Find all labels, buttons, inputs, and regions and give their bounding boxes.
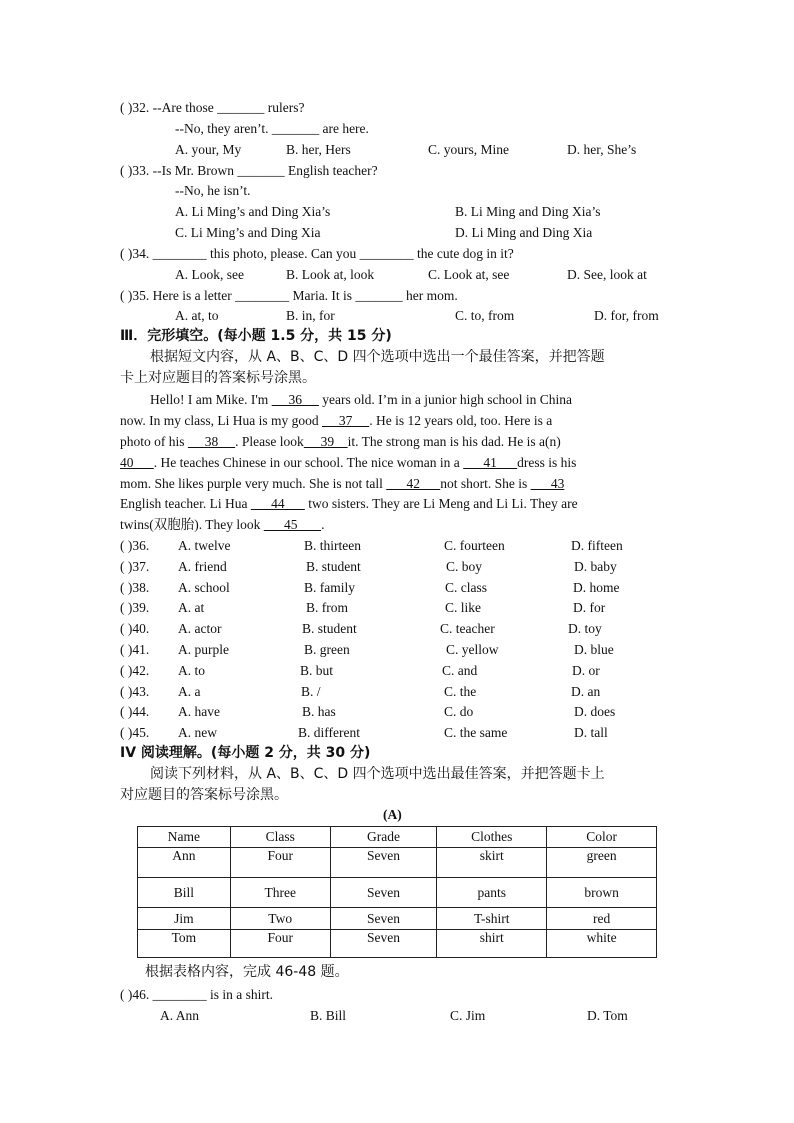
blank-41: 41 (463, 455, 518, 470)
cloze-option-a: A. twelve (178, 538, 231, 553)
table-header-row (138, 827, 657, 848)
section-4-instruction: 阅读下列材料，从 A、B、C、D 四个选项中选出最佳答案，并把答题卡上 (150, 766, 605, 782)
cloze-option-d: D. or (572, 663, 600, 678)
table-row (138, 930, 657, 958)
cloze-item: ( )44. (120, 704, 150, 719)
cloze-option-b: B. / (301, 684, 321, 699)
info-table (137, 826, 657, 958)
cloze-option-d: D. for (573, 600, 606, 615)
q46-option-a: A. Ann (160, 1008, 200, 1023)
blank-38: 38 (187, 434, 236, 449)
cloze-option-a: A. actor (178, 621, 222, 636)
table-cell: pants (437, 878, 547, 908)
table-row (138, 848, 657, 878)
table-cell: Ann (138, 848, 231, 878)
table-cell: Four (230, 848, 330, 878)
passage-line-6: English teacher. Li Hua 44 two sisters. They are Li Meng and Li Li. They are (120, 496, 578, 511)
section-3-instruction: 根据短文内容，从 A、B、C、D 四个选项中选出一个最佳答案，并把答题 (150, 349, 605, 365)
table-cell: Jim (138, 908, 231, 930)
table-cell: shirt (437, 930, 547, 958)
cloze-option-d: D. fifteen (571, 538, 623, 553)
cloze-option-d: D. home (573, 580, 620, 595)
table-cell: Tom (138, 930, 231, 958)
cloze-option-d: D. blue (574, 642, 614, 657)
passage-line-3: photo of his 38 . Please look 39 it. The strong man is his dad. He is a(n) (120, 434, 561, 449)
q32-option-c: C. yours, Mine (428, 142, 509, 157)
table-header: Color (547, 827, 657, 848)
table-cell: Seven (330, 930, 437, 958)
blank-42: 42 (386, 476, 441, 491)
passage-line-5: mom. She likes purple very much. She is not tall 42 not short. She is 43 (120, 476, 565, 491)
table-cell: Bill (138, 878, 231, 908)
cloze-option-c: C. and (442, 663, 478, 678)
table-header: Clothes (437, 827, 547, 848)
cloze-option-b: B. student (306, 559, 361, 574)
table-cell: Seven (330, 848, 437, 878)
q46-option-c: C. Jim (450, 1008, 486, 1023)
cloze-item: ( )41. (120, 642, 150, 657)
cloze-option-b: B. but (300, 663, 334, 678)
table-cell: Seven (330, 908, 437, 930)
blank-44: 44 (250, 496, 305, 511)
table-cell: red (547, 908, 657, 930)
cloze-option-d: D. an (571, 684, 601, 699)
table-cell: white (547, 930, 657, 958)
table-cell: Seven (330, 878, 437, 908)
cloze-option-d: D. does (574, 704, 616, 719)
q46-option-b: B. Bill (310, 1008, 347, 1023)
q35-stem: ( )35. Here is a letter ________ Maria. It is _______ her mom. (120, 288, 458, 303)
table-cell: T-shirt (437, 908, 547, 930)
cloze-option-b: B. student (302, 621, 357, 636)
q34-stem: ( )34. ________ this photo, please. Can you ________ the cute dog in it? (120, 246, 514, 261)
q33-option-d: D. Li Ming and Ding Xia (455, 225, 593, 240)
cloze-option-a: A. to (178, 663, 205, 678)
q33-option-a: A. Li Ming’s and Ding Xia’s (175, 204, 331, 219)
table-header: Grade (330, 827, 437, 848)
blank-40: 40 (120, 455, 154, 470)
cloze-option-c: C. the (444, 684, 477, 699)
cloze-option-a: A. school (178, 580, 230, 595)
q34-option-d: D. See, look at (567, 267, 647, 282)
cloze-option-a: A. a (178, 684, 201, 699)
table-header: Class (230, 827, 330, 848)
q35-option-b: B. in, for (286, 308, 335, 323)
blank-43: 43 (530, 476, 565, 491)
cloze-option-a: A. purple (178, 642, 229, 657)
cloze-item: ( )42. (120, 663, 150, 678)
blank-39: 39 (303, 434, 348, 449)
section-4-instruction-cont: 对应题目的答案标号涂黑。 (120, 787, 288, 803)
blank-36: 36 (271, 392, 319, 407)
table-cell: green (547, 848, 657, 878)
cloze-option-c: C. do (444, 704, 474, 719)
q32-stem: ( )32. --Are those _______ rulers? (120, 100, 305, 115)
q32-option-b: B. her, Hers (286, 142, 351, 157)
table-row (138, 878, 657, 908)
cloze-item: ( )43. (120, 684, 150, 699)
passage-line-7: twins(双胞胎). They look 45 . (120, 517, 325, 532)
table-cell: skirt (437, 848, 547, 878)
q32-reply: --No, they aren’t. _______ are here. (175, 121, 369, 136)
q32-option-a: A. your, My (175, 142, 242, 157)
cloze-item: ( )45. (120, 725, 150, 740)
passage-line-1: Hello! I am Mike. I'm 36 years old. I’m in a junior high school in China (150, 392, 572, 407)
cloze-option-b: B. thirteen (304, 538, 361, 553)
q33-stem: ( )33. --Is Mr. Brown _______ English teacher? (120, 163, 378, 178)
cloze-option-b: B. different (298, 725, 360, 740)
table-cell: Two (230, 908, 330, 930)
cloze-item: ( )36. (120, 538, 150, 553)
q33-option-c: C. Li Ming’s and Ding Xia (175, 225, 321, 240)
cloze-option-c: C. teacher (440, 621, 495, 636)
q35-option-a: A. at, to (175, 308, 219, 323)
cloze-option-a: A. new (178, 725, 217, 740)
cloze-option-c: C. class (445, 580, 487, 595)
passage-line-2: now. In my class, Li Hua is my good 37 . He is 12 years old, too. Here is a (120, 413, 553, 428)
section-4-title: IV 阅读理解。(每小题 2 分，共 30 分) (120, 745, 371, 761)
table-cell: brown (547, 878, 657, 908)
table-instruction: 根据表格内容，完成 46-48 题。 (145, 964, 349, 980)
cloze-option-a: A. at (178, 600, 205, 615)
section-3-title: Ⅲ．完形填空。(每小题 1.5 分，共 15 分) (120, 328, 392, 344)
blank-45: 45 (263, 517, 322, 532)
q34-option-a: A. Look, see (175, 267, 244, 282)
q34-option-c: C. Look at, see (428, 267, 510, 282)
table-header: Name (138, 827, 231, 848)
cloze-item: ( )37. (120, 559, 150, 574)
cloze-option-b: B. from (306, 600, 348, 615)
cloze-item: ( )39. (120, 600, 150, 615)
q33-option-b: B. Li Ming and Ding Xia’s (455, 204, 601, 219)
table-row (138, 908, 657, 930)
cloze-option-d: D. toy (568, 621, 602, 636)
cloze-option-c: C. boy (446, 559, 483, 574)
q33-reply: --No, he isn’t. (175, 183, 251, 198)
q35-option-c: C. to, from (455, 308, 515, 323)
blank-37: 37 (321, 413, 370, 428)
q46-option-d: D. Tom (587, 1008, 628, 1023)
cloze-option-c: C. the same (444, 725, 508, 740)
q35-option-d: D. for, from (594, 308, 659, 323)
cloze-option-b: B. has (302, 704, 336, 719)
passage-a-label: (A) (383, 807, 402, 822)
section-3-instruction-cont: 卡上对应题目的答案标号涂黑。 (120, 370, 316, 386)
cloze-option-a: A. friend (178, 559, 227, 574)
cloze-option-d: D. tall (574, 725, 608, 740)
cloze-option-c: C. yellow (446, 642, 499, 657)
cloze-option-c: C. like (445, 600, 481, 615)
cloze-option-b: B. family (304, 580, 355, 595)
cloze-option-b: B. green (304, 642, 350, 657)
q46-stem: ( )46. ________ is in a shirt. (120, 987, 273, 1002)
cloze-option-a: A. have (178, 704, 220, 719)
cloze-item: ( )40. (120, 621, 150, 636)
q32-option-d: D. her, She’s (567, 142, 637, 157)
table-cell: Three (230, 878, 330, 908)
q34-option-b: B. Look at, look (286, 267, 375, 282)
cloze-option-d: D. baby (574, 559, 617, 574)
passage-line-4: 40 . He teaches Chinese in our school. The nice woman in a 41 dress is his (120, 455, 577, 470)
cloze-item: ( )38. (120, 580, 150, 595)
table-cell: Four (230, 930, 330, 958)
cloze-option-c: C. fourteen (444, 538, 505, 553)
